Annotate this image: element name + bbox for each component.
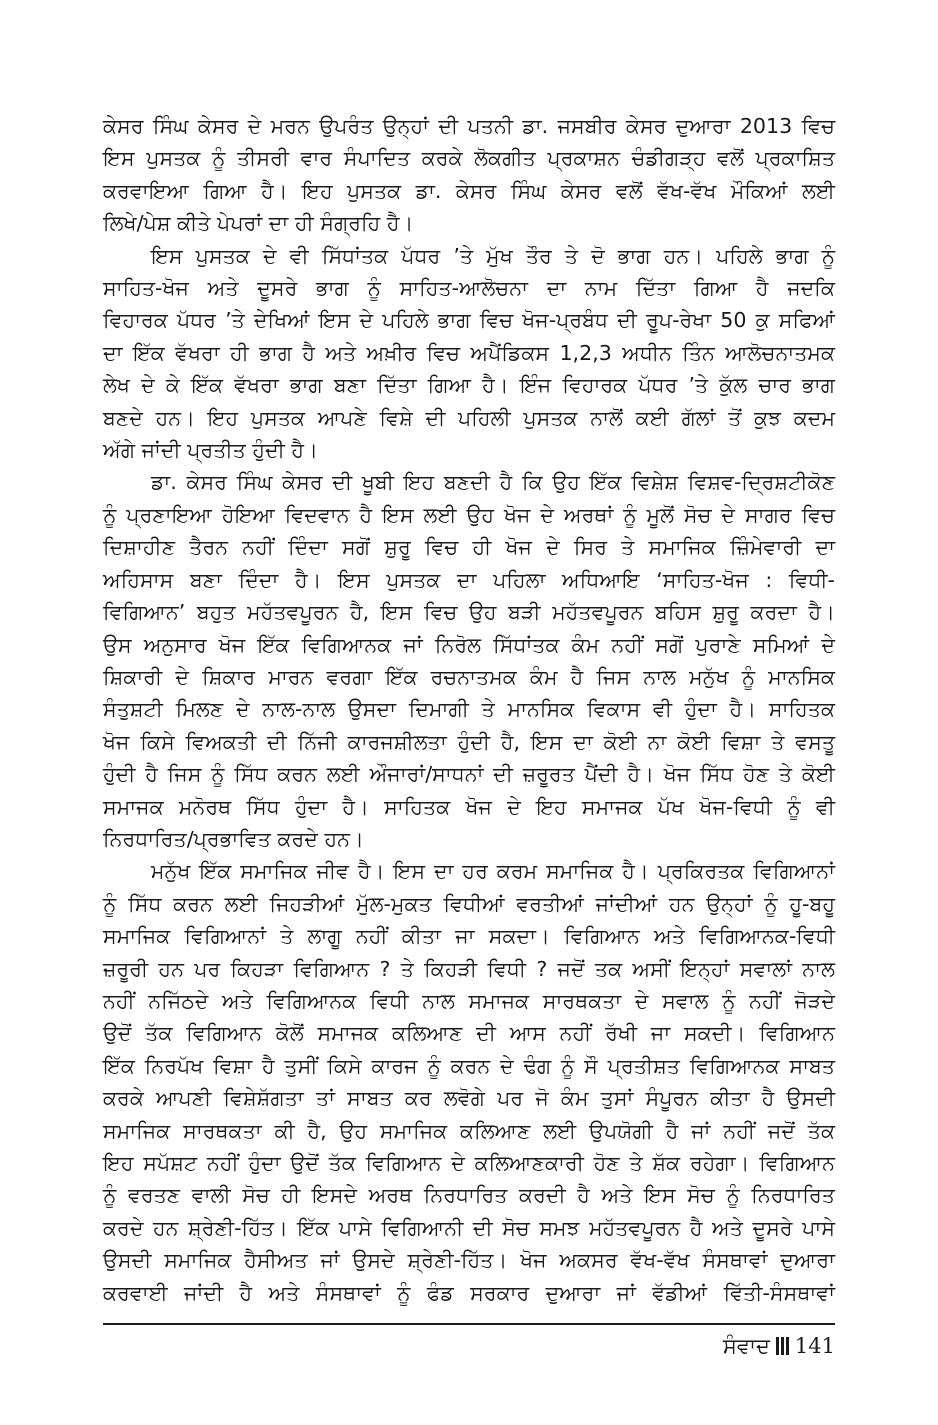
text-line: ਸਮਾਜਿਕ ਵਿਗਿਆਨਾਂ ਤੇ ਲਾਗੂ ਨਹੀਂ ਕੀਤਾ ਜਾ ਸਕਦਾ। ਵਿਗਿਆਨ ਅਤੇ ਵਿਗਿਆਨਕ-ਵਿਧੀ bbox=[103, 924, 835, 949]
text-line: ਅੱਗੇ ਜਾਂਦੀ ਪ੍ਰਤੀਤ ਹੁੰਦੀ ਹੈ। bbox=[103, 438, 318, 463]
text-line: ਅਹਿਸਾਸ ਬਣਾ ਦਿੰਦਾ ਹੈ। ਇਸ ਪੁਸਤਕ ਦਾ ਪਹਿਲਾ ਅਧਿਆਇ ‘ਸਾਹਿਤ-ਖੋਜ : ਵਿਧੀ- bbox=[103, 567, 835, 592]
text-line: ਬਣਦੇ ਹਨ। ਇਹ ਪੁਸਤਕ ਆਪਣੇ ਵਿਸ਼ੇ ਦੀ ਪਹਿਲੀ ਪੁਸਤਕ ਨਾਲੋਂ ਕਈ ਗੱਲਾਂ ਤੋਂ ਕੁਝ ਕਦਮ bbox=[103, 405, 835, 430]
text-line: ਦਾ ਇੱਕ ਵੱਖਰਾ ਹੀ ਭਾਗ ਹੈ ਅਤੇ ਅਖ਼ੀਰ ਵਿਚ ਅਪੈਂਡਿਕਸ 1,2,3 ਅਧੀਨ ਤਿੰਨ ਆਲੋਚਨਾਤਮਕ bbox=[103, 340, 835, 365]
text-line: ਕਰਦੇ ਹਨ ਸ਼੍ਰੇਣੀ-ਹਿੱਤ। ਇੱਕ ਪਾਸੇ ਵਿਗਿਆਨੀ ਦੀ ਸੋਚ ਸਮਝ ਮਹੱਤਵਪੂਰਨ ਹੈ ਅਤੇ ਦੂਸਰੇ ਪਾਸੇ bbox=[103, 1215, 835, 1240]
text-line: ਸਮਾਜਕ ਮਨੋਰਥ ਸਿੱਧ ਹੁੰਦਾ ਹੈ। ਸਾਹਿਤਕ ਖੋਜ ਦੇ ਇਹ ਸਮਾਜਕ ਪੱਖ ਖੋਜ-ਵਿਧੀ ਨੂੰ ਵੀ bbox=[103, 794, 835, 819]
text-line: ਇੱਕ ਨਿਰਪੱਖ ਵਿਸ਼ਾ ਹੈ ਤੁਸੀਂ ਕਿਸੇ ਕਾਰਜ ਨੂੰ ਕਰਨ ਦੇ ਢੰਗ ਨੂੰ ਸੌ ਪ੍ਰਤੀਸ਼ਤ ਵਿਗਿਆਨਕ ਸਾਬਤ bbox=[103, 1053, 835, 1078]
text-line: ਵਿਗਿਆਨ’ ਬਹੁਤ ਮਹੱਤਵਪੂਰਨ ਹੈ, ਇਸ ਵਿਚ ਉਹ ਬੜੀ ਮਹੱਤਵਪੂਰਨ ਬਹਿਸ ਸ਼ੁਰੂ ਕਰਦਾ ਹੈ। bbox=[103, 600, 835, 625]
text-line: ਉਸਦੀ ਸਮਾਜਿਕ ਹੈਸੀਅਤ ਜਾਂ ਉਸਦੇ ਸ਼੍ਰੇਣੀ-ਹਿੱਤ। ਖੋਜ ਅਕਸਰ ਵੱਖ-ਵੱਖ ਸੰਸਥਾਵਾਂ ਦੁਆਰਾ bbox=[103, 1248, 835, 1273]
text-line: ਮਨੁੱਖ ਇੱਕ ਸਮਾਜਿਕ ਜੀਵ ਹੈ। ਇਸ ਦਾ ਹਰ ਕਰਮ ਸਮਾਜਿਕ ਹੈ। ਪ੍ਰਕਿਰਤਕ ਵਿਗਿਆਨਾਂ bbox=[151, 859, 835, 884]
footer-rule bbox=[103, 1323, 835, 1325]
text-line: ਕਰਕੇ ਆਪਣੀ ਵਿਸ਼ੇਸ਼ੱਗਤਾ ਤਾਂ ਸਾਬਤ ਕਰ ਲਵੋਗੇ ਪਰ ਜੋ ਕੰਮ ਤੁਸਾਂ ਸੰਪੂਰਨ ਕੀਤਾ ਹੈ ਉਸਦੀ bbox=[103, 1086, 835, 1111]
text-line: ਨੂੰ ਪ੍ਰਣਾਇਆ ਹੋਇਆ ਵਿਦਵਾਨ ਹੈ ਇਸ ਲਈ ਉਹ ਖੋਜ ਦੇ ਅਰਥਾਂ ਨੂੰ ਮੂਲੋਂ ਸੋਚ ਦੇ ਸਾਗਰ ਵਿਚ bbox=[103, 502, 835, 527]
text-line: ਵਿਹਾਰਕ ਪੱਧਰ ’ਤੇ ਦੇਖਿਆਂ ਇਸ ਦੇ ਪਹਿਲੇ ਭਾਗ ਵਿਚ ਖੋਜ-ਪ੍ਰਬੰਧ ਦੀ ਰੂਪ-ਰੇਖਾ 50 ਕੁ ਸਫਿਆਂ bbox=[103, 308, 835, 333]
text-line: ਸ਼ਿਕਾਰੀ ਦੇ ਸ਼ਿਕਾਰ ਮਾਰਨ ਵਰਗਾ ਇੱਕ ਰਚਨਾਤਮਕ ਕੰਮ ਹੈ ਜਿਸ ਨਾਲ ਮਨੁੱਖ ਨੂੰ ਮਾਨਸਿਕ bbox=[103, 664, 835, 689]
text-line: ਸਮਾਜਿਕ ਸਾਰਥਕਤਾ ਕੀ ਹੈ, ਉਹ ਸਮਾਜਿਕ ਕਲਿਆਣ ਲਈ ਉਪਯੋਗੀ ਹੈ ਜਾਂ ਨਹੀਂ ਜਦੋਂ ਤੱਕ bbox=[103, 1118, 835, 1143]
text-line: ਨਿਰਧਾਰਿਤ/ਪ੍ਰਭਾਵਿਤ ਕਰਦੇ ਹਨ। bbox=[103, 826, 364, 851]
text-line: ਕੇਸਰ ਸਿੰਘ ਕੇਸਰ ਦੇ ਮਰਨ ਉਪਰੰਤ ਉਨ੍ਹਾਂ ਦੀ ਪਤਨੀ ਡਾ. ਜਸਬੀਰ ਕੇਸਰ ਦੁਆਰਾ 2013 ਵਿਚ bbox=[103, 114, 835, 138]
text-line: ਇਸ ਪੁਸਤਕ ਨੂੰ ਤੀਸਰੀ ਵਾਰ ਸੰਪਾਦਿਤ ਕਰਕੇ ਲੋਕਗੀਤ ਪ੍ਰਕਾਸ਼ਨ ਚੰਡੀਗੜ੍ਹ ਵਲੋਂ ਪ੍ਰਕਾਸ਼ਿਤ bbox=[103, 146, 835, 171]
text-line: ਜ਼ਰੂਰੀ ਹਨ ਪਰ ਕਿਹੜਾ ਵਿਗਿਆਨ ? ਤੇ ਕਿਹੜੀ ਵਿਧੀ ? ਜਦੋਂ ਤਕ ਅਸੀਂ ਇਨ੍ਹਾਂ ਸਵਾਲਾਂ ਨਾਲ bbox=[103, 956, 835, 981]
text-line: ਹੁੰਦੀ ਹੈ ਜਿਸ ਨੂੰ ਸਿੱਧ ਕਰਨ ਲਈ ਔਜਾਰਾਂ/ਸਾਧਨਾਂ ਦੀ ਜ਼ਰੂਰਤ ਪੈਂਦੀ ਹੈ। ਖੋਜ ਸਿੱਧ ਹੋਣ ਤੇ ਕੋਈ bbox=[103, 762, 835, 787]
text-line: ਇਸ ਪੁਸਤਕ ਦੇ ਵੀ ਸਿੱਧਾਂਤਕ ਪੱਧਰ ’ਤੇ ਮੁੱਖ ਤੌਰ ਤੇ ਦੋ ਭਾਗ ਹਨ। ਪਹਿਲੇ ਭਾਗ ਨੂੰ bbox=[151, 243, 835, 268]
separator-bars-icon bbox=[776, 1336, 789, 1356]
text-line: ਉਦੋਂ ਤੱਕ ਵਿਗਿਆਨ ਕੋਲੋਂ ਸਮਾਜਕ ਕਲਿਆਣ ਦੀ ਆਸ ਨਹੀਂ ਰੱਖੀ ਜਾ ਸਕਦੀ। ਵਿਗਿਆਨ bbox=[103, 1021, 835, 1046]
text-line: ਦਿਸ਼ਾਹੀਣ ਤੈਰਨ ਨਹੀਂ ਦਿੰਦਾ ਸਗੋਂ ਸ਼ੁਰੂ ਵਿਚ ਹੀ ਖੋਜ ਦੇ ਸਿਰ ਤੇ ਸਮਾਜਿਕ ਜ਼ਿੰਮੇਵਾਰੀ ਦਾ bbox=[103, 535, 835, 560]
text-line: ਡਾ. ਕੇਸਰ ਸਿੰਘ ਕੇਸਰ ਦੀ ਖੂਬੀ ਇਹ ਬਣਦੀ ਹੈ ਕਿ ਉਹ ਇੱਕ ਵਿਸ਼ੇਸ਼ ਵਿਸ਼ਵ-ਦ੍ਰਿਸ਼ਟੀਕੋਣ bbox=[151, 470, 835, 495]
text-line: ਨੂੰ ਸਿੱਧ ਕਰਨ ਲਈ ਜਿਹੜੀਆਂ ਮੁੱਲ-ਮੁਕਤ ਵਿਧੀਆਂ ਵਰਤੀਆਂ ਜਾਂਦੀਆਂ ਹਨ ਉਨ੍ਹਾਂ ਨੂੰ ਹੂ-ਬਹੂ bbox=[103, 891, 835, 916]
text-line: ਇਹ ਸਪੱਸ਼ਟ ਨਹੀਂ ਹੁੰਦਾ ਉਦੋਂ ਤੱਕ ਵਿਗਿਆਨ ਦੇ ਕਲਿਆਣਕਾਰੀ ਹੋਣ ਤੇ ਸ਼ੱਕ ਰਹੇਗਾ। ਵਿਗਿਆਨ bbox=[103, 1151, 835, 1175]
text-line: ਸੰਤੁਸ਼ਟੀ ਮਿਲਣ ਦੇ ਨਾਲ-ਨਾਲ ਉਸਦਾ ਦਿਮਾਗੀ ਤੇ ਮਾਨਸਿਕ ਵਿਕਾਸ ਵੀ ਹੁੰਦਾ ਹੈ। ਸਾਹਿਤਕ bbox=[103, 697, 835, 722]
text-line: ਖੋਜ ਕਿਸੇ ਵਿਅਕਤੀ ਦੀ ਨਿੱਜੀ ਕਾਰਜਸ਼ੀਲਤਾ ਹੁੰਦੀ ਹੈ, ਇਸ ਦਾ ਕੋਈ ਨਾ ਕੋਈ ਵਿਸ਼ਾ ਤੇ ਵਸਤੂ bbox=[103, 729, 835, 754]
text-line: ਲਿਖੇ/ਪੇਸ਼ ਕੀਤੇ ਪੇਪਰਾਂ ਦਾ ਹੀ ਸੰਗ੍ਰਹਿ ਹੈ। bbox=[103, 211, 414, 236]
text-line: ਉਸ ਅਨੁਸਾਰ ਖੋਜ ਇੱਕ ਵਿਗਿਆਨਕ ਜਾਂ ਨਿਰੋਲ ਸਿੱਧਾਂਤਕ ਕੰਮ ਨਹੀਂ ਸਗੋਂ ਪੁਰਾਣੇ ਸਮਿਆਂ ਦੇ bbox=[103, 632, 835, 657]
text-line: ਸਾਹਿਤ-ਖੋਜ ਅਤੇ ਦੂਸਰੇ ਭਾਗ ਨੂੰ ਸਾਹਿਤ-ਆਲੋਚਨਾ ਦਾ ਨਾਮ ਦਿੱਤਾ ਗਿਆ ਹੈ ਜਦਕਿ bbox=[103, 276, 835, 301]
body-text bbox=[103, 110, 835, 1309]
text-line: ਕਰਵਾਈ ਜਾਂਦੀ ਹੈ ਅਤੇ ਸੰਸਥਾਵਾਂ ਨੂੰ ਫੰਡ ਸਰਕਾਰ ਦੁਆਰਾ ਜਾਂ ਵੱਡੀਆਂ ਵਿੱਤੀ-ਸੰਸਥਾਵਾਂ bbox=[103, 1280, 835, 1305]
journal-name: ਸੰਵਾਦ bbox=[722, 1334, 770, 1358]
text-line: ਨਹੀਂ ਨਜਿੱਠਦੇ ਅਤੇ ਵਿਗਿਆਨਕ ਵਿਧੀ ਨਾਲ ਸਮਾਜਕ ਸਾਰਥਕਤਾ ਦੇ ਸਵਾਲ ਨੂੰ ਨਹੀਂ ਜੋੜਦੇ bbox=[103, 988, 835, 1013]
text-line: ਕਰਵਾਇਆ ਗਿਆ ਹੈ। ਇਹ ਪੁਸਤਕ ਡਾ. ਕੇਸਰ ਸਿੰਘ ਕੇਸਰ ਵਲੋਂ ਵੱਖ-ਵੱਖ ਮੌਕਿਆਂ ਲਈ bbox=[103, 178, 835, 203]
text-line: ਨੂੰ ਵਰਤਣ ਵਾਲੀ ਸੋਚ ਹੀ ਇਸਦੇ ਅਰਥ ਨਿਰਧਾਰਿਤ ਕਰਦੀ ਹੈ ਅਤੇ ਇਸ ਸੋਚ ਨੂੰ ਨਿਰਧਾਰਿਤ bbox=[103, 1183, 835, 1208]
page-footer bbox=[723, 1332, 835, 1360]
text-line: ਲੇਖ ਦੇ ਕੇ ਇੱਕ ਵੱਖਰਾ ਭਾਗ ਬਣਾ ਦਿੱਤਾ ਗਿਆ ਹੈ। ਇੰਜ ਵਿਹਾਰਕ ਪੱਧਰ ’ਤੇ ਕੁੱਲ ਚਾਰ ਭਾਗ bbox=[103, 373, 835, 398]
page-number: 141 bbox=[794, 1334, 835, 1358]
